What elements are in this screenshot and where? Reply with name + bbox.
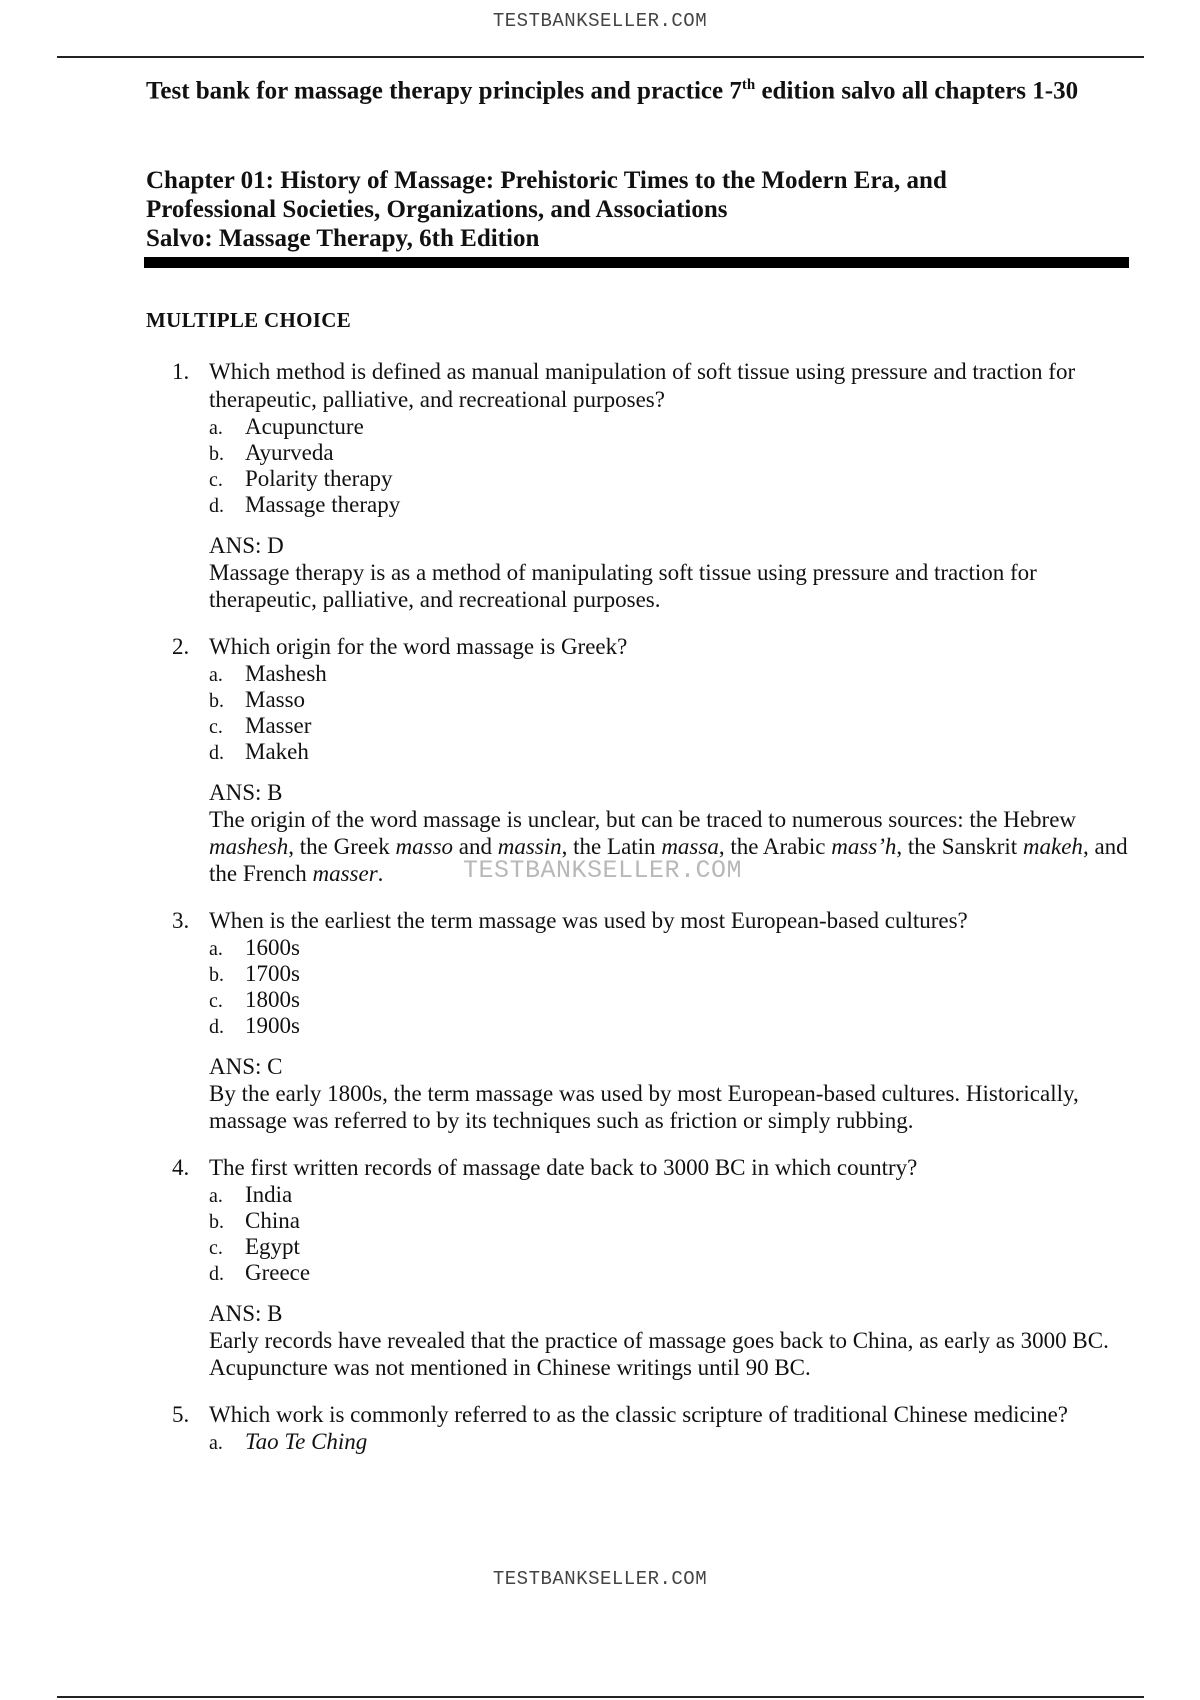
explanation-text: The origin of the word massage is unclear, but can be traced to numerous sources: the Hebrew xyxy=(209,807,1077,832)
option-letter: d. xyxy=(209,742,224,764)
term-greek: masso xyxy=(395,834,454,859)
chapter-heading xyxy=(146,166,1146,253)
question-2 xyxy=(0,633,1200,887)
option-text: Egypt xyxy=(245,1234,300,1259)
option-a xyxy=(209,1429,1200,1455)
answer-key: ANS: B xyxy=(209,780,283,805)
option-text: Greece xyxy=(245,1260,311,1285)
option-letter: a. xyxy=(209,664,223,686)
option-b xyxy=(209,1208,1200,1234)
option-letter: a. xyxy=(209,938,223,960)
option-letter: c. xyxy=(209,990,223,1012)
question-4 xyxy=(0,1154,1200,1381)
question-number: 3. xyxy=(172,908,190,933)
option-letter: c. xyxy=(209,716,223,738)
option-text: 1800s xyxy=(245,987,300,1012)
option-a xyxy=(209,935,1200,961)
option-d xyxy=(209,1013,1200,1039)
explanation-text: , the Greek xyxy=(288,834,396,859)
option-text: Polarity therapy xyxy=(245,466,393,491)
option-letter: d. xyxy=(209,495,224,517)
option-letter: d. xyxy=(209,1016,224,1038)
option-list xyxy=(209,661,1200,765)
option-a xyxy=(209,1182,1200,1208)
term-greek-alt: massin xyxy=(497,834,562,859)
question-number: 5. xyxy=(172,1402,190,1427)
option-a xyxy=(209,414,1200,440)
option-d xyxy=(209,1260,1200,1286)
question-text: Which method is defined as manual manipulation of soft tissue using pressure and traction for therapeutic, palliative, and recreational purposes? xyxy=(209,359,1076,412)
question-3 xyxy=(0,907,1200,1134)
answer-key: ANS: D xyxy=(209,533,284,558)
term-hebrew: mashesh xyxy=(209,834,289,859)
option-letter: b. xyxy=(209,443,224,465)
question-text: Which work is commonly referred to as the classic scripture of traditional Chinese medicine? xyxy=(209,1402,1069,1427)
document-title xyxy=(146,68,1156,108)
chapter-source: Salvo: Massage Therapy, 6th Edition xyxy=(146,225,540,252)
option-text: Mashesh xyxy=(245,661,327,686)
option-letter: a. xyxy=(209,417,223,439)
explanation-text: and xyxy=(453,834,498,859)
option-letter: d. xyxy=(209,1263,224,1285)
option-list xyxy=(209,935,1200,1039)
option-letter: b. xyxy=(209,1211,224,1233)
option-b xyxy=(209,440,1200,466)
answer-explanation: Early records have revealed that the practice of massage goes back to China, as early as 3000 BC. Acupuncture was not mentioned in Chinese writings until 90 BC. xyxy=(209,1328,1109,1380)
term-sanskrit: makeh xyxy=(1022,834,1083,859)
chapter-title-line-2: Professional Societies, Organizations, and Associations xyxy=(146,196,728,223)
option-text: Tao Te Ching xyxy=(245,1429,368,1454)
question-5 xyxy=(0,1401,1200,1455)
term-latin: massa xyxy=(661,834,719,859)
question-number: 4. xyxy=(172,1155,190,1180)
option-list xyxy=(209,414,1200,518)
question-number: 1. xyxy=(172,359,190,384)
option-b xyxy=(209,961,1200,987)
option-text: India xyxy=(245,1182,293,1207)
option-d xyxy=(209,492,1200,518)
option-text: Masser xyxy=(245,713,312,738)
explanation-text: , the Sanskrit xyxy=(896,834,1023,859)
option-c xyxy=(209,713,1200,739)
explanation-text: , the Arabic xyxy=(718,834,832,859)
option-text: Makeh xyxy=(245,739,309,764)
option-text: Acupuncture xyxy=(245,414,364,439)
option-list xyxy=(209,1182,1200,1286)
option-list xyxy=(209,1429,1200,1455)
title-prefix: Test bank for massage therapy principles and practice 7 xyxy=(146,77,742,105)
answer-explanation: Massage therapy is as a method of manipulating soft tissue using pressure and traction for therapeutic, palliative, and recreational purposes. xyxy=(209,560,1037,612)
option-letter: a. xyxy=(209,1432,223,1454)
footer-divider xyxy=(57,1696,1144,1698)
site-header: TESTBANKSELLER.COM xyxy=(492,10,708,32)
question-list xyxy=(0,358,1200,1475)
title-suffix: edition salvo all chapters 1-30 xyxy=(755,77,1079,105)
option-text: Masso xyxy=(245,687,306,712)
answer-explanation: By the early 1800s, the term massage was used by most European-based cultures. Historically, massage was referred to by its techniques such as friction or simply rubbing. xyxy=(209,1081,1079,1133)
question-text: When is the earliest the term massage was used by most European-based cultures? xyxy=(209,908,968,933)
term-arabic: mass’h xyxy=(831,834,897,859)
header-divider xyxy=(57,56,1144,58)
option-letter: b. xyxy=(209,690,224,712)
option-a xyxy=(209,661,1200,687)
option-letter: c. xyxy=(209,1237,223,1259)
watermark: TESTBANKSELLER.COM xyxy=(463,856,743,885)
option-c xyxy=(209,466,1200,492)
question-number: 2. xyxy=(172,634,190,659)
site-footer: TESTBANKSELLER.COM xyxy=(492,1568,708,1590)
question-text: Which origin for the word massage is Greek? xyxy=(209,634,628,659)
option-text: Massage therapy xyxy=(245,492,401,517)
question-1 xyxy=(0,358,1200,613)
option-letter: a. xyxy=(209,1185,223,1207)
chapter-title-line-1: Chapter 01: History of Massage: Prehistoric Times to the Modern Era, and xyxy=(146,167,947,194)
term-french: masser xyxy=(312,861,378,886)
option-b xyxy=(209,687,1200,713)
option-d xyxy=(209,739,1200,765)
option-c xyxy=(209,987,1200,1013)
option-text: 1600s xyxy=(245,935,300,960)
option-letter: b. xyxy=(209,964,224,986)
title-superscript: th xyxy=(741,77,756,93)
option-text: Ayurveda xyxy=(245,440,334,465)
explanation-text: . xyxy=(377,861,384,886)
option-c xyxy=(209,1234,1200,1260)
question-text: The first written records of massage date back to 3000 BC in which country? xyxy=(209,1155,918,1180)
explanation-text: , and the French xyxy=(209,834,1128,886)
option-text: 1900s xyxy=(245,1013,300,1038)
option-text: China xyxy=(245,1208,300,1233)
option-letter: c. xyxy=(209,469,223,491)
section-heading: MULTIPLE CHOICE xyxy=(146,308,352,332)
explanation-text: , the Latin xyxy=(561,834,662,859)
answer-key: ANS: C xyxy=(209,1054,283,1079)
option-text: 1700s xyxy=(245,961,300,986)
chapter-divider xyxy=(144,257,1129,268)
answer-key: ANS: B xyxy=(209,1301,283,1326)
